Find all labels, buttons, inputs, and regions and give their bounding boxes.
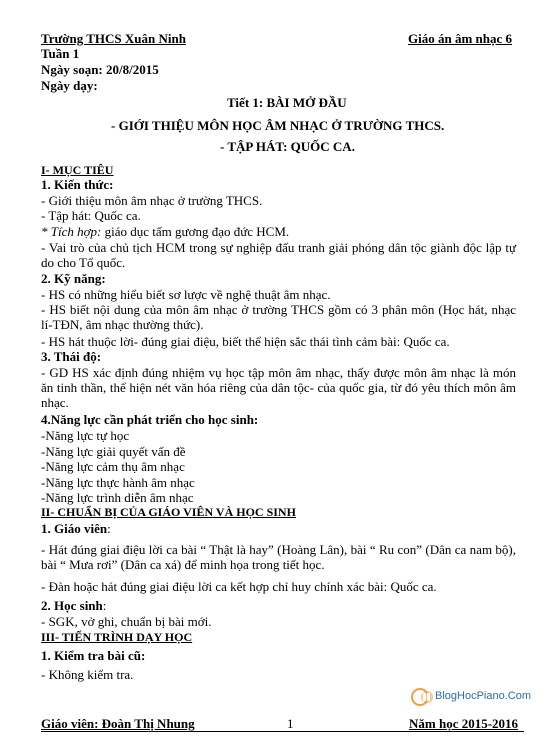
page-number: 1 <box>287 716 294 731</box>
teacher-line-1: - Hát đúng giai điệu lời ca bài “ Thật là hay” (Hoàng Lân), bài “ Ru con” (Dân ca nam bộ), bài “ Mưa rơi” (Dân ca xá) để minh họa trong tiết học. <box>41 542 516 572</box>
date-prepared: Ngày soạn: 20/8/2015 <box>41 62 159 77</box>
piano-icon <box>411 686 437 708</box>
knowledge-line-1: - Giới thiệu môn âm nhạc ở trường THCS. <box>41 193 263 208</box>
skills-line-3: - HS hát thuộc lời- đúng giai điệu, biết thể hiện sắc thái tình cảm bài: Quốc ca. <box>41 334 450 349</box>
skills-line-1: - HS có những hiểu biết sơ lược về nghệ thuật âm nhạc. <box>41 287 331 302</box>
footer-rule <box>41 731 524 732</box>
teacher-heading: 1. Giáo viên <box>41 521 108 536</box>
school-name: Trường THCS Xuân Ninh <box>41 31 186 46</box>
attitude-heading: 3. Thái độ: <box>41 349 102 364</box>
skills-heading: 2. Kỹ năng: <box>41 271 106 286</box>
section-3-heading: III- TIẾN TRÌNH DẠY HỌC <box>41 630 193 644</box>
integration-text: giáo dục tấm gương đạo đức HCM. <box>101 224 290 239</box>
competence-heading: 4.Năng lực cần phát triển cho học sinh: <box>41 412 259 427</box>
competence-item: -Năng lực trình diễn âm nhạc <box>41 490 194 505</box>
competence-item: -Năng lực cảm thụ âm nhạc <box>41 459 185 474</box>
student-colon: : <box>102 598 107 613</box>
teacher-heading-line <box>41 521 111 536</box>
watermark-text: BlogHocPiano.Com <box>435 690 531 702</box>
footer-teacher: Giáo viên: Đoàn Thị Nhung <box>41 716 195 731</box>
teacher-colon: : <box>107 521 111 536</box>
week: Tuần 1 <box>41 46 80 61</box>
teacher-line-2: - Đàn hoặc hát đúng giai điệu lời ca kết hợp chỉ huy chính xác bài: Quốc ca. <box>41 579 437 594</box>
competence-item: -Năng lực thực hành âm nhạc <box>41 475 195 490</box>
title-item-2: - TẬP HÁT: QUỐC CA. <box>220 139 355 154</box>
lesson-title: Tiết 1: BÀI MỞ ĐẦU <box>227 95 347 110</box>
check-line-1: - Không kiểm tra. <box>41 667 134 682</box>
knowledge-line-3 <box>41 224 289 239</box>
competence-item: -Năng lực tự học <box>41 428 130 443</box>
watermark-logo <box>411 686 531 708</box>
knowledge-line-2: - Tập hát: Quốc ca. <box>41 208 141 223</box>
knowledge-line-4: - Vai trò của chủ tịch HCM trong sự nghiệp đấu tranh giải phóng dân tộc giành độc lập tự do cho Tổ quốc. <box>41 240 516 270</box>
title-item-1: - GIỚI THIỆU MÔN HỌC ÂM NHẠC Ở TRƯỜNG THCS. <box>111 118 445 133</box>
student-line-1: - SGK, vở ghi, chuẩn bị bài mới. <box>41 614 212 629</box>
competence-item: -Năng lực giải quyết vấn đề <box>41 444 186 459</box>
check-heading: 1. Kiểm tra bài cũ: <box>41 648 146 663</box>
section-1-heading: I- MỤC TIÊU <box>41 163 114 177</box>
footer-year: Năm học 2015-2016 <box>409 716 519 731</box>
doc-type: Giáo án âm nhạc 6 <box>408 31 513 46</box>
student-heading: 2. Học sinh <box>41 598 103 613</box>
date-taught: Ngày dạy: <box>41 78 98 93</box>
knowledge-heading: 1. Kiến thức: <box>41 177 114 192</box>
student-heading-line <box>41 598 106 613</box>
integration-label: * Tích hợp: <box>41 224 102 239</box>
skills-line-2: - HS biết nội dung của môn âm nhạc ở trường THCS gồm có 3 phân môn (Học hát, nhạc lí-TĐN, âm nhạc thường thức). <box>41 302 516 332</box>
section-2-heading: II- CHUẨN BỊ CỦA GIÁO VIÊN VÀ HỌC SINH <box>41 505 296 519</box>
attitude-line-1: - GD HS xác định đúng nhiệm vụ học tập môn âm nhạc, thấy được môn âm nhạc là món ăn tinh thần, thể hiện nét văn hóa riêng của dân tộc- của quốc gia, từ đó yêu thích môn âm nhạc. <box>41 365 516 410</box>
